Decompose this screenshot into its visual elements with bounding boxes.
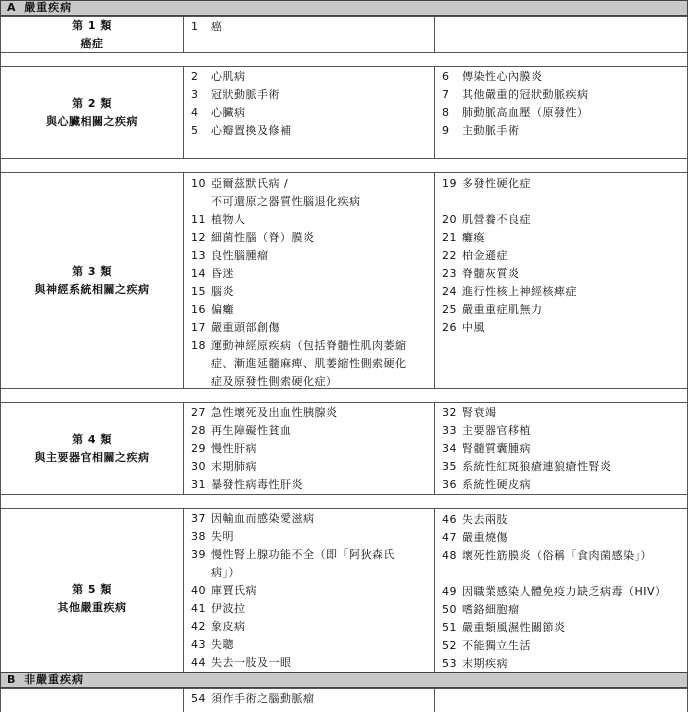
item-number: 9 — [442, 124, 450, 137]
item-number: 12 — [191, 231, 206, 244]
items-right-cell — [435, 67, 687, 158]
list-item — [191, 510, 315, 528]
item-number: 30 — [191, 460, 206, 473]
list-item — [442, 211, 531, 229]
list-item — [442, 583, 667, 601]
item-number: 2 — [191, 70, 199, 83]
category-title-cell — [1, 689, 184, 712]
item-number: 32 — [442, 406, 457, 419]
list-item — [191, 422, 292, 440]
item-number: 54 — [191, 692, 206, 705]
list-item — [442, 547, 652, 565]
list-item — [191, 404, 338, 422]
category-name: 癌症 — [80, 36, 104, 50]
category-title-cell — [1, 17, 184, 52]
items-left-cell — [184, 509, 435, 688]
section-b-table — [0, 688, 688, 712]
item-number: 26 — [442, 321, 457, 334]
item-number: 31 — [191, 478, 206, 491]
category-row — [1, 508, 687, 688]
category-name: 與主要器官相關之疾病 — [34, 450, 150, 464]
item-number: 40 — [191, 584, 206, 597]
item-number: 37 — [191, 512, 206, 525]
items-left-cell — [184, 173, 435, 388]
item-text: 腎衰竭 — [462, 406, 497, 419]
item-number: 22 — [442, 249, 457, 262]
items-left-cell — [184, 67, 435, 158]
item-number: 46 — [442, 513, 457, 526]
item-number: 19 — [442, 177, 457, 190]
item-text: 冠狀動脈手術 — [211, 88, 280, 101]
item-text: 心瓣置換及修補 — [211, 124, 292, 137]
item-number: 34 — [442, 442, 457, 455]
item-number: 13 — [191, 249, 206, 262]
category-title-cell — [1, 67, 184, 158]
section-a-title: 嚴重疾病 — [24, 1, 73, 14]
item-text: 不能獨立生活 — [462, 639, 531, 652]
list-item — [191, 654, 292, 672]
item-text: 腦炎 — [211, 285, 234, 298]
category-number: 第 1 類 — [72, 18, 112, 32]
list-item — [442, 104, 589, 122]
list-item — [191, 265, 234, 283]
list-item — [191, 122, 292, 140]
list-item — [442, 440, 531, 458]
item-number: 3 — [191, 88, 199, 101]
list-item — [442, 601, 520, 619]
item-text: 慢性腎上腺功能不全（即「阿狄森氏 — [211, 548, 395, 561]
section-b-title: 非嚴重疾病 — [24, 673, 85, 686]
item-continuation — [191, 193, 361, 211]
item-text: 因輸血而感染愛滋病 — [211, 512, 315, 525]
category-row — [1, 688, 687, 712]
item-text: 急性壞死及出血性胰腺炎 — [211, 406, 338, 419]
section-a-header — [0, 0, 688, 16]
item-number: 49 — [442, 585, 457, 598]
list-item — [191, 229, 315, 247]
list-item — [191, 18, 223, 36]
list-item — [442, 458, 612, 476]
item-number: 29 — [191, 442, 206, 455]
item-text: 末期疾病 — [462, 657, 508, 670]
item-number: 38 — [191, 530, 206, 543]
list-item — [191, 546, 395, 564]
list-item — [442, 422, 531, 440]
item-number: 27 — [191, 406, 206, 419]
item-text: 進行性核上神經核痺症 — [462, 285, 577, 298]
item-number: 52 — [442, 639, 457, 652]
list-item — [442, 529, 508, 547]
item-number: 21 — [442, 231, 457, 244]
item-number: 18 — [191, 339, 206, 352]
list-item — [191, 636, 234, 654]
spacer-row — [1, 52, 687, 66]
items-left-cell — [184, 17, 435, 52]
item-number: 10 — [191, 177, 206, 190]
item-number: 11 — [191, 213, 206, 226]
list-item — [191, 104, 246, 122]
category-number: 第 4 類 — [72, 432, 112, 446]
item-number: 36 — [442, 478, 457, 491]
list-item — [442, 619, 566, 637]
item-number: 39 — [191, 548, 206, 561]
item-number: 51 — [442, 621, 457, 634]
item-number: 44 — [191, 656, 206, 669]
item-number: 53 — [442, 657, 457, 670]
list-item — [442, 637, 531, 655]
item-number: 17 — [191, 321, 206, 334]
item-number: 48 — [442, 549, 457, 562]
list-item — [442, 301, 543, 319]
item-number: 14 — [191, 267, 206, 280]
item-text: 細菌性腦（脊）膜炎 — [211, 231, 315, 244]
item-text: 失去一肢及一眼 — [211, 656, 292, 669]
item-continuation-text: 症及原發性側索硬化症） — [211, 375, 338, 388]
item-text: 嚴重頭部創傷 — [211, 321, 280, 334]
item-text: 失明 — [211, 530, 234, 543]
item-text: 植物人 — [211, 213, 246, 226]
item-number: 7 — [442, 88, 450, 101]
item-number: 33 — [442, 424, 457, 437]
category-name: 其他嚴重疾病 — [57, 600, 127, 614]
spacer-row — [1, 388, 687, 402]
items-left-cell — [184, 403, 435, 494]
category-title-cell — [1, 173, 184, 388]
item-number: 8 — [442, 106, 450, 119]
list-item — [191, 319, 280, 337]
list-item — [191, 528, 234, 546]
items-right-cell — [435, 173, 687, 388]
item-text: 末期肺病 — [211, 460, 257, 473]
item-number: 25 — [442, 303, 457, 316]
list-item — [191, 86, 280, 104]
items-right-cell — [435, 403, 687, 494]
item-number: 47 — [442, 531, 457, 544]
section-a-table — [0, 16, 688, 672]
category-name: 與神經系統相關之疾病 — [34, 282, 150, 296]
item-text: 再生障礙性貧血 — [211, 424, 292, 437]
list-item — [442, 247, 508, 265]
item-number: 16 — [191, 303, 206, 316]
list-item — [191, 618, 246, 636]
list-item — [442, 265, 520, 283]
item-number: 42 — [191, 620, 206, 633]
item-text: 偏癱 — [211, 303, 234, 316]
list-item — [191, 690, 315, 708]
item-text: 肺動脈高血壓（原發性） — [462, 106, 589, 119]
category-title-cell — [1, 509, 184, 688]
item-text: 脊髓灰質炎 — [462, 267, 520, 280]
category-title-cell — [1, 403, 184, 494]
category-number: 第 3 類 — [72, 264, 112, 278]
item-number: 41 — [191, 602, 206, 615]
item-number: 24 — [442, 285, 457, 298]
item-text: 嗜鉻細胞瘤 — [462, 603, 520, 616]
list-item — [442, 86, 589, 104]
item-text: 肌營養不良症 — [462, 213, 531, 226]
category-row — [1, 402, 687, 494]
item-text: 庫賈氏病 — [211, 584, 257, 597]
category-number: 第 2 類 — [72, 96, 112, 110]
item-text: 象皮病 — [211, 620, 246, 633]
item-number: 43 — [191, 638, 206, 651]
item-continuation-text: 病」） — [211, 566, 240, 579]
list-item — [191, 211, 246, 229]
list-item — [191, 458, 257, 476]
item-text: 癌 — [211, 20, 223, 33]
item-number: 35 — [442, 460, 457, 473]
item-text: 良性腦腫瘤 — [211, 249, 269, 262]
item-continuation — [191, 564, 240, 582]
item-text: 嚴重重症肌無力 — [462, 303, 543, 316]
item-text: 心臟病 — [211, 106, 246, 119]
list-item — [191, 582, 257, 600]
list-item — [442, 68, 543, 86]
list-item — [191, 68, 246, 86]
item-text: 主動脈手術 — [462, 124, 520, 137]
item-text: 系統性紅斑狼瘡連狼瘡性腎炎 — [462, 460, 612, 473]
section-b-header — [0, 672, 688, 688]
item-number: 50 — [442, 603, 457, 616]
list-item — [442, 476, 531, 494]
list-item — [442, 511, 508, 529]
item-text: 須作手術之腦動脈瘤 — [211, 692, 315, 705]
item-continuation — [191, 355, 407, 373]
list-item — [191, 283, 234, 301]
item-text: 壞死性筋膜炎（俗稱「食肉菌感染」） — [462, 549, 652, 562]
list-item — [442, 404, 497, 422]
item-text: 其他嚴重的冠狀動脈疾病 — [462, 88, 589, 101]
item-text: 中風 — [462, 321, 485, 334]
item-text: 嚴重類風濕性關節炎 — [462, 621, 566, 634]
category-row — [1, 66, 687, 158]
section-a-letter: A — [7, 1, 17, 14]
item-text: 因職業感染人體免疫力缺乏病毒（HIV） — [462, 585, 667, 598]
item-number: 23 — [442, 267, 457, 280]
item-text: 伊波拉 — [211, 602, 246, 615]
list-item — [442, 175, 531, 193]
item-text: 腎髓質囊腫病 — [462, 442, 531, 455]
category-row — [1, 16, 687, 52]
list-item — [191, 440, 257, 458]
items-left-cell — [184, 689, 435, 712]
list-item — [191, 476, 303, 494]
items-right-cell — [435, 689, 687, 712]
item-number: 6 — [442, 70, 450, 83]
section-b-letter: B — [7, 673, 17, 686]
item-number: 1 — [191, 20, 199, 33]
item-continuation-text: 不可還原之器質性腦退化疾病 — [211, 195, 361, 208]
item-text: 傳染性心內膜炎 — [462, 70, 543, 83]
item-text: 昏迷 — [211, 267, 234, 280]
item-text: 多發性硬化症 — [462, 177, 531, 190]
item-text: 系統性硬皮病 — [462, 478, 531, 491]
category-number: 第 5 類 — [72, 582, 112, 596]
list-item — [442, 229, 485, 247]
items-right-cell — [435, 509, 687, 688]
item-number: 20 — [442, 213, 457, 226]
item-text: 失去兩肢 — [462, 513, 508, 526]
item-text: 失聰 — [211, 638, 234, 651]
item-number: 28 — [191, 424, 206, 437]
list-item — [442, 283, 577, 301]
item-number: 5 — [191, 124, 199, 137]
list-item — [442, 655, 508, 673]
items-right-cell — [435, 17, 687, 52]
item-text: 嚴重燒傷 — [462, 531, 508, 544]
item-text: 慢性肝病 — [211, 442, 257, 455]
list-item — [442, 319, 485, 337]
list-item — [191, 337, 407, 355]
list-item — [191, 600, 246, 618]
item-text: 癱瘓 — [462, 231, 485, 244]
list-item — [191, 301, 234, 319]
spacer-row — [1, 494, 687, 508]
list-item — [191, 247, 269, 265]
category-name: 與心臟相關之疾病 — [46, 114, 138, 128]
item-number: 4 — [191, 106, 199, 119]
item-text: 心肌病 — [211, 70, 246, 83]
spacer-row — [1, 158, 687, 172]
list-item — [442, 122, 520, 140]
item-text: 柏金遜症 — [462, 249, 508, 262]
item-text: 主要器官移植 — [462, 424, 531, 437]
item-text: 運動神經原疾病（包括脊髓性肌肉萎縮 — [211, 339, 407, 352]
item-number: 15 — [191, 285, 206, 298]
item-continuation-text: 症、漸進延髓麻痺、肌萎縮性側索硬化 — [211, 357, 407, 370]
list-item — [191, 175, 288, 193]
item-text: 暴發性病毒性肝炎 — [211, 478, 303, 491]
category-row — [1, 172, 687, 388]
item-text: 亞爾茲默氏病 / — [211, 177, 289, 190]
